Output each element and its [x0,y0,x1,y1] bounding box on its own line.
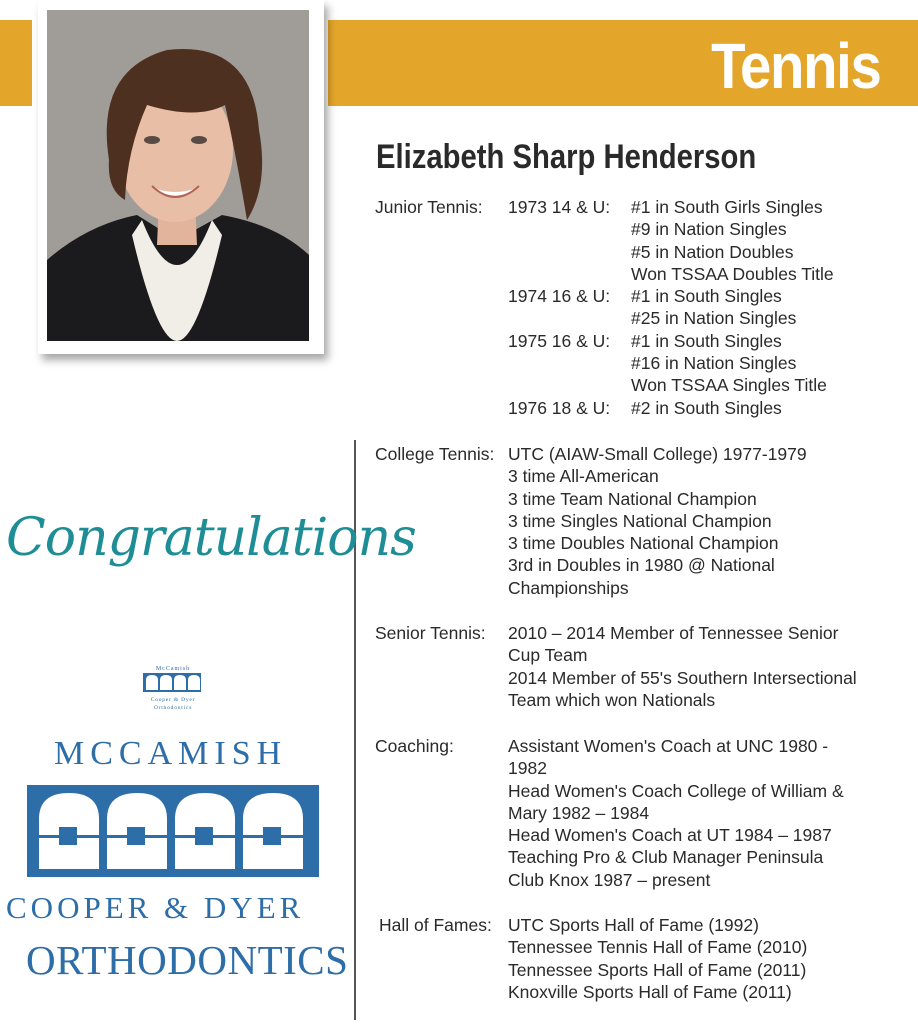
section-label: Coaching: [375,736,454,756]
header-banner [328,20,918,106]
player-name: Elizabeth Sharp Henderson [376,138,757,176]
junior-age-group: 1974 16 & U: [508,286,611,307]
junior-entry [508,330,834,397]
junior-result: Won TSSAA Singles Title [631,375,827,396]
header-banner-left [0,20,32,106]
junior-entry [508,397,834,419]
junior-result: #16 in Nation Singles [631,353,797,374]
junior-age-group: 1976 18 & U: [508,397,611,418]
section-line: UTC Sports Hall of Fame (1992) [508,915,759,935]
section-label: Junior Tennis: [375,197,483,217]
junior-entries [508,196,834,419]
junior-entry [508,285,834,330]
section-line: 2010 – 2014 Member of Tennessee Senior [508,623,839,643]
arches-logo [27,785,319,877]
junior-result: #25 in Nation Singles [631,308,797,329]
college-lines [508,443,807,599]
section-line: 3 time Doubles National Champion [508,533,779,554]
section-label: Senior Tennis: [375,623,486,643]
section-line: 3 time All-American [508,466,659,487]
congratulations-script: Congratulations [6,508,416,568]
portrait-frame [38,0,324,354]
small-logo-line3: Orthodontics [153,705,193,711]
junior-age-group: 1975 16 & U: [508,330,611,351]
junior-result: Won TSSAA Doubles Title [631,263,834,284]
section-line: Assistant Women's Coach at UNC 1980 - [508,736,829,756]
section-line: Team which won Nationals [508,689,716,710]
section-line: Cup Team [508,645,588,666]
section-label: Hall of Fames: [379,915,492,935]
section-line: Teaching Pro & Club Manager Peninsula [508,847,824,868]
small-logo-line2: Cooper & Dyer [150,697,196,703]
brand-name-mccamish: MCCAMISH [54,735,288,772]
section-line: Knoxville Sports Hall of Fame (2011) [508,981,792,1002]
section-line: Head Women's Coach College of William & [508,780,844,801]
section-line: Tennessee Sports Hall of Fame (2011) [508,959,807,980]
coaching-lines [508,735,844,891]
junior-result: #1 in South Singles [631,286,782,307]
section-line: Head Women's Coach at UT 1984 – 1987 [508,825,832,846]
hall-of-fame-lines [508,914,807,1003]
section-line: UTC (AIAW-Small College) 1977-1979 [508,444,807,464]
small-logo-line1: McCamish [155,666,191,672]
section-line: Club Knox 1987 – present [508,869,711,890]
senior-lines [508,622,857,711]
section-line: Championships [508,577,629,598]
small-logo [130,662,216,712]
section-label: College Tennis: [375,444,495,464]
section-line: 1982 [508,758,547,779]
section-line: 3rd in Doubles in 1980 @ National [508,555,775,576]
section-line: 2014 Member of 55's Southern Intersectional [508,667,857,688]
junior-result: #2 in South Singles [631,397,782,418]
junior-result: #1 in South Singles [631,330,782,351]
portrait-photo [47,10,309,341]
section-line: Mary 1982 – 1984 [508,802,650,823]
section-line: 3 time Singles National Champion [508,510,772,531]
section-line: Tennessee Tennis Hall of Fame (2010) [508,937,808,958]
page-title: Tennis [710,30,880,102]
junior-result: #1 in South Girls Singles [631,197,823,217]
brand-name-cooper-dyer: COOPER & DYER [6,890,305,925]
junior-result: #9 in Nation Singles [631,219,787,240]
junior-age-group: 1973 14 & U: [508,197,611,217]
brand-name-orthodontics: ORTHODONTICS [26,937,349,983]
section-line: 3 time Team National Champion [508,488,757,509]
junior-result: #5 in Nation Doubles [631,241,794,262]
junior-entry [508,196,834,285]
